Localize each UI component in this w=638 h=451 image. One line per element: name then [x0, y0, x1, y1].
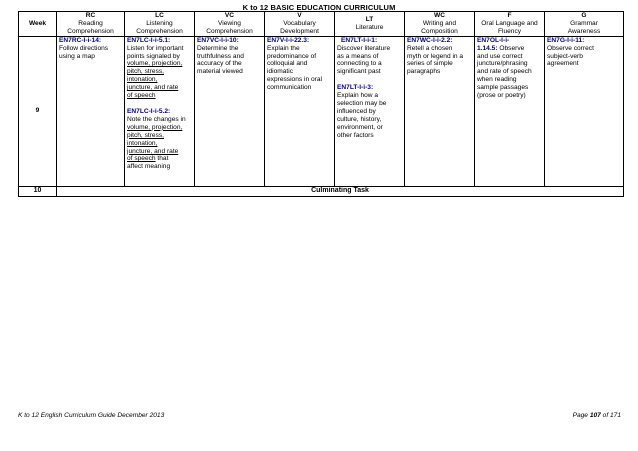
header-v: V Vocabulary Development: [265, 12, 335, 37]
week-9-cell: 9: [19, 36, 57, 186]
header-week: Week: [19, 12, 57, 37]
week-10-row: [19, 186, 624, 196]
cell-v: EN7V-I-i-22.3: Explain the predominance of colloquial and idiomatic expressions in oral communication: [265, 36, 335, 186]
competency-code: EN7LT-I-i-3:: [337, 84, 374, 92]
competency-code: EN7RC-I-i-14:: [59, 36, 102, 44]
header-g: G Grammar Awareness: [545, 12, 624, 37]
header-rc: RC Reading Comprehension: [57, 12, 125, 37]
competency-code: EN7VC-I-i-10:: [197, 36, 239, 44]
cell-lt: EN7LT-I-i-1: Discover literature as a means of connecting to a significant past EN7LT-I-i-3: Explain how a selection may be influenced by culture, history, environment, or other factors: [335, 36, 405, 186]
curriculum-table: [18, 11, 624, 197]
footer-guide-title: K to 12 English Curriculum Guide December 2013: [18, 412, 165, 419]
competency-code: EN7LT-I-i-1:: [341, 36, 378, 44]
competency-code: EN7OL-I-i-: [477, 36, 510, 44]
cell-wc: EN7WC-I-i-2.2: Retell a chosen myth or legend in a series of simple paragraphs: [405, 36, 475, 186]
header-row: [19, 12, 624, 37]
footer-page-number: Page 107 of 171: [572, 412, 621, 419]
cell-vc: EN7VC-I-i-10: Determine the truthfulness and accuracy of the material viewed: [195, 36, 265, 186]
page-title: K to 12 BASIC EDUCATION CURRICULUM: [242, 3, 396, 12]
cell-f: EN7OL-I-i- 1.14.5: Observe and use correct juncture/phrasing and rate of speech when reading sample passages (prose or poetry): [475, 36, 545, 186]
cell-rc: EN7RC-I-i-14: Follow directions using a map: [57, 36, 125, 186]
header-vc: VC Viewing Comprehension: [195, 12, 265, 37]
cell-lc: EN7LC-I-i-5.1: Listen for important points signaled by volume, projection, pitch, stress, intonation, juncture, and rate of speech EN7LC-I-i-5.2: Note the changes in volume, projection, pitch, stress, intonation, juncture, and rate of speech that affect meaning: [125, 36, 195, 186]
week-9-row: [19, 36, 624, 186]
header-wc: WC Writing and Composition: [405, 12, 475, 37]
competency-code: EN7LC-I-i-5.1:: [127, 36, 171, 44]
cell-g: EN7G-I-i-11: Observe correct subject-verb agreement: [545, 36, 624, 186]
competency-code: EN7LC-I-i-5.2:: [127, 107, 171, 115]
week-10-cell: 10: [19, 186, 57, 196]
competency-code: EN7WC-I-i-2.2:: [407, 36, 453, 44]
competency-code: EN7V-I-i-22.3:: [267, 36, 310, 44]
competency-code: EN7G-I-i-11:: [547, 36, 585, 44]
header-f: F Oral Language and Fluency: [475, 12, 545, 37]
header-lt: LT Literature: [335, 12, 405, 37]
culminating-task-cell: Culminating Task: [57, 186, 624, 196]
header-lc: LC Listening Comprehension: [125, 12, 195, 37]
